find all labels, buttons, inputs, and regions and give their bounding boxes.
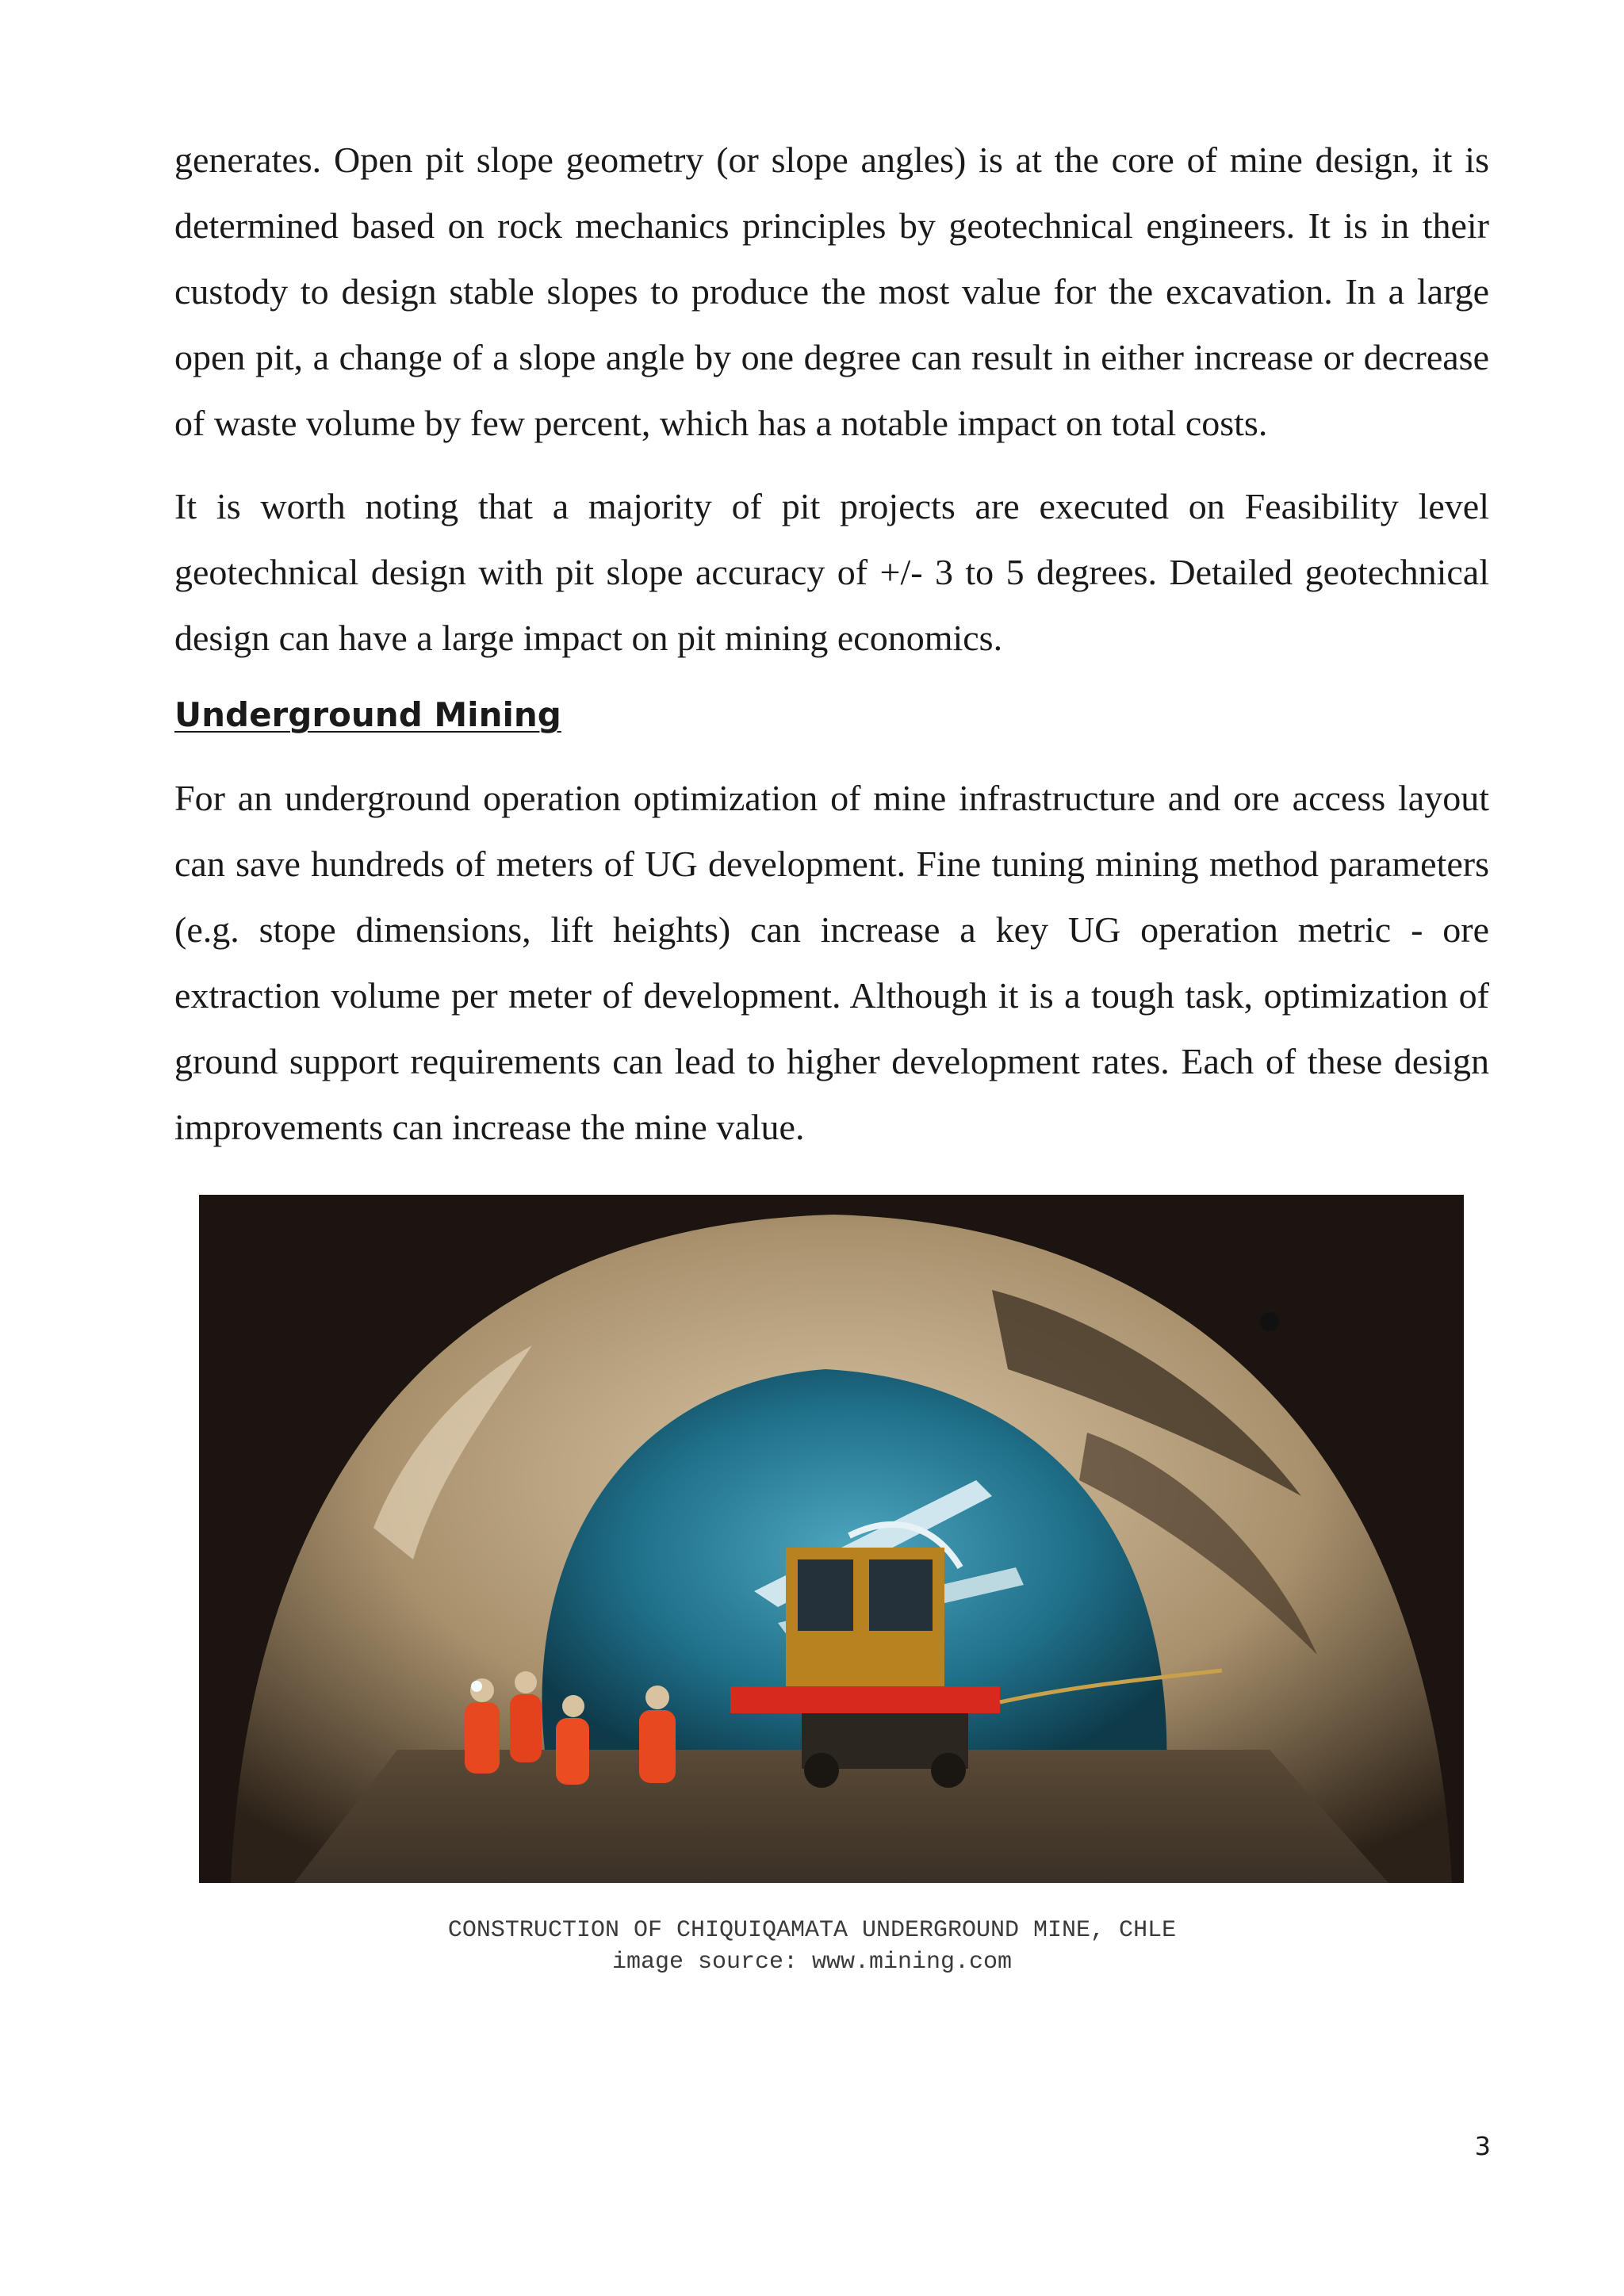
page-number: 3 [1474, 2131, 1491, 2161]
paragraph-underground-operation: For an underground operation optimization of mine infrastructure and ore access layout can save hundreds of meters of UG development. Fine tuning mining method parameters (e.g. stope dimensions, lift heights) can increase a key UG operation metric - ore extraction volume per meter of development. Although it is a tough task, optimization of ground support requirements can lead to higher development rates. Each of these design improvements can increase the mine value. [174, 778, 1489, 1147]
tunnel-illustration [199, 1195, 1464, 1883]
figure-caption-source: image source: www.mining.com [611, 1949, 1013, 1976]
paragraph-feasibility-note: It is worth noting that a majority of pit projects are executed on Feasibility level geotechnical design with pit slope accuracy of +/- 3 to 5 degrees. Detailed geotechnical design can have a large impact on pit mining economics. [174, 486, 1489, 658]
underground-tunnel-photo [199, 1195, 1464, 1883]
figure-caption-title: CONSTRUCTION OF CHIQUIQAMATA UNDERGROUND MINE, CHLE [447, 1917, 1177, 1944]
section-heading-underground-mining: Underground Mining [174, 695, 561, 734]
paragraph-open-pit-slope: generates. Open pit slope geometry (or slope angles) is at the core of mine design, it is determined based on rock mechanics principles by geotechnical engineers. It is in their custody to design stable slopes to produce the most value for the excavation. In a large open pit, a change of a slope angle by one degree can result in either increase or decrease of waste volume by few percent, which has a notable impact on total costs. [174, 140, 1489, 443]
